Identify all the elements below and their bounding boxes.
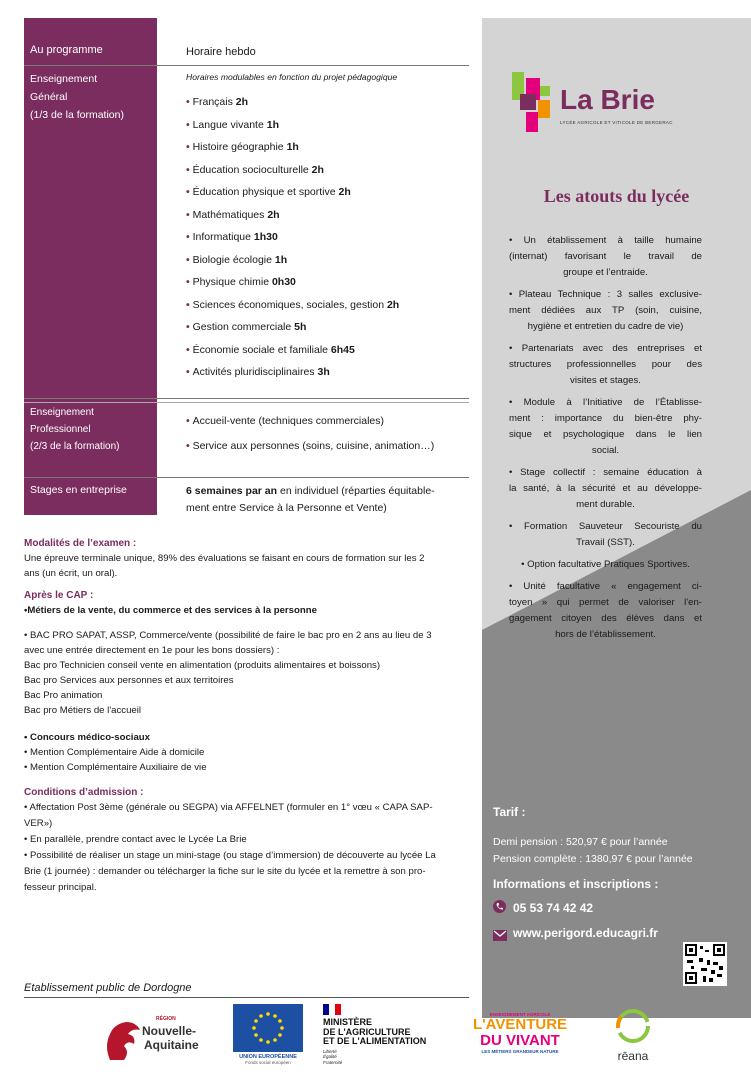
list-item: • Gestion commerciale 5h — [186, 321, 307, 333]
list-item: • Français 2h — [186, 96, 249, 108]
list-item: • Éducation physique et sportive 2h — [186, 186, 351, 198]
phone-number[interactable]: 05 53 74 42 42 — [513, 901, 594, 915]
la-brie-logo-icon — [510, 70, 560, 140]
list-item: • Économie sociale et familiale 6h45 — [186, 343, 355, 356]
section-title: Conditions d’admission : — [24, 787, 144, 798]
list-item: • Informatique 1h30 — [186, 231, 278, 243]
info-title: Informations et inscriptions : — [493, 877, 659, 891]
pro-courses — [186, 409, 434, 459]
eu-flag-icon — [233, 1004, 303, 1052]
marianne-icon — [323, 1004, 341, 1015]
atout-item: • Stage collectif : semaine éducation à la santé, à la sécurité et au développe- ment durable. — [509, 467, 702, 510]
list-item: • Éducation socioculturelle 2h — [186, 163, 324, 176]
qr-code — [683, 942, 727, 986]
aventure-du-vivant-logo: ENSEIGNEMENT AGRICOLE L'AVENTURE DU VIVANT LES MÉTIERS GRANDEUR NATURE — [472, 1012, 568, 1054]
table-header: Horaire hebdo — [186, 46, 256, 58]
stage-text: 6 semaines par an en individuel (réparties équitable- ment entre Service à la Personne et Vente) — [186, 485, 435, 514]
list-item: • Accueil-vente (techniques commerciales) — [186, 415, 385, 427]
row-divider — [24, 65, 469, 66]
atout-item: • Option facultative Pratiques Sportives. — [521, 559, 690, 570]
tarif-title: Tarif : — [493, 805, 526, 819]
tarif-lines: Demi pension : 520,97 € pour l’année Pension complète : 1380,97 € pour l’année — [493, 836, 693, 865]
list-item: • Activités pluridisciplinaires 3h — [186, 366, 330, 378]
section-title: Après le CAP : — [24, 590, 94, 601]
row-divider — [24, 398, 469, 399]
atout-item: • Formation Sauveteur Secouriste du Travail (SST). — [509, 521, 702, 548]
logo-subtitle: LYCÉE AGRICOLE ET VITICOLE DE BERGERAC — [560, 120, 673, 125]
table-label: Enseignement Professionnel (2/3 de la formation) — [30, 407, 120, 452]
ministere-logo: MINISTÈRE DE L'AGRICULTURE ET DE L'ALIMENTATION Liberté Égalité Fraternité — [323, 1004, 458, 1072]
list-item: • Biologie écologie 1h — [186, 253, 288, 266]
table-label: Stages en entreprise — [30, 484, 127, 496]
phone-icon — [493, 900, 506, 913]
row-divider — [24, 477, 469, 478]
table-label: Au programme — [30, 44, 103, 56]
table-label: Enseignement Général (1/3 de la formation) — [30, 73, 124, 121]
reana-logo: rēana — [608, 1006, 658, 1070]
website-link[interactable]: www.perigord.educagri.fr — [513, 926, 658, 940]
list-item: • Service aux personnes (soins, cuisine, animation…) — [186, 440, 435, 452]
nouvelle-aquitaine-logo: RÉGION Nouvelle- Aquitaine — [100, 1012, 230, 1067]
list-item: • Histoire géographie 1h — [186, 141, 299, 153]
list-item: • Sciences économiques, sociales, gestion 2h — [186, 298, 400, 311]
reana-icon — [613, 1006, 653, 1046]
section-title: Modalités de l’examen : — [24, 538, 137, 549]
course-list — [186, 91, 399, 384]
atout-item: • Un établissement à taille humaine (internat) favorisant le travail de groupe et l’entraide. — [509, 235, 702, 278]
list-item: • Mathématiques 2h — [186, 208, 280, 221]
list-item: • Physique chimie 0h30 — [186, 276, 296, 288]
list-item: • Langue vivante 1h — [186, 118, 280, 131]
atout-item: • Plateau Technique : 3 salles exclusive- ment dédiées aux TP (soin, cuisine, hygiène et entretien du cadre de vie) — [509, 289, 702, 332]
email-icon — [493, 928, 507, 939]
atouts-title: Les atouts du lycée — [543, 186, 690, 206]
exam-info: Modalités de l’examen : Une épreuve terminale unique, 89% des évaluations se faisant en cours de formation sur les 2 ans (un écrit, un oral). Après le CAP : •Métiers de la vente, du commerce et des services à la personne • BAC PRO SAPAT, ASSP, Commerce/vente (possibilité de faire le bac pro en 2 ans au lieu de 3 avec une entrée directement en 1e pour les bons dossiers) : Bac pro Technicien conseil vente en alimentation (produits alimentaires et boissons) Bac pro Services aux personnes et aux territoires Bac Pro animation Bac pro Métiers de l'accueil • Concours médico-sociaux • Mention Complémentaire Aide à domicile • Mention Complémentaire Auxiliaire de vie Conditions d’admission : • Affectation Post 3ème (générale ou SEGPA) via AFFELNET (formuler en 1° vœu « CAPA SAP- VER») • En parallèle, prendre contact avec le Lycée La Brie • Possibilité de réaliser un stage un mini-stage (ou stage d’immersion) de découverte au lycée La Brie (1 journée) : demander ou télécharger la fiche sur le site du lycée et la remettre à son pro- fesseur principal. — [24, 538, 474, 896]
footer-text: Etablissement public de Dordogne — [24, 982, 192, 994]
eu-logo: UNION EUROPÉENNE Fonds social européen — [233, 1004, 303, 1068]
schedule-note: Horaires modulables en fonction du projet pédagogique — [186, 72, 398, 82]
footer-divider — [24, 997, 469, 998]
atout-item: • Partenariats avec des entreprises et structures professionnelles pour des visites et stages. — [509, 343, 702, 386]
atouts-list — [509, 233, 702, 649]
logo-name: La Brie — [560, 84, 655, 115]
atout-item: • Unité facultative « engagement ci- toyen » qui permet de valoriser l'en- gagement citoyen des élèves dans et hors de l’établissement. — [509, 581, 702, 640]
row-divider — [24, 402, 469, 403]
atout-item: • Module à l’Initiative de l’Établisse- ment : importance du bien-être phy- sique et psychologique dans le lien social. — [509, 397, 702, 456]
